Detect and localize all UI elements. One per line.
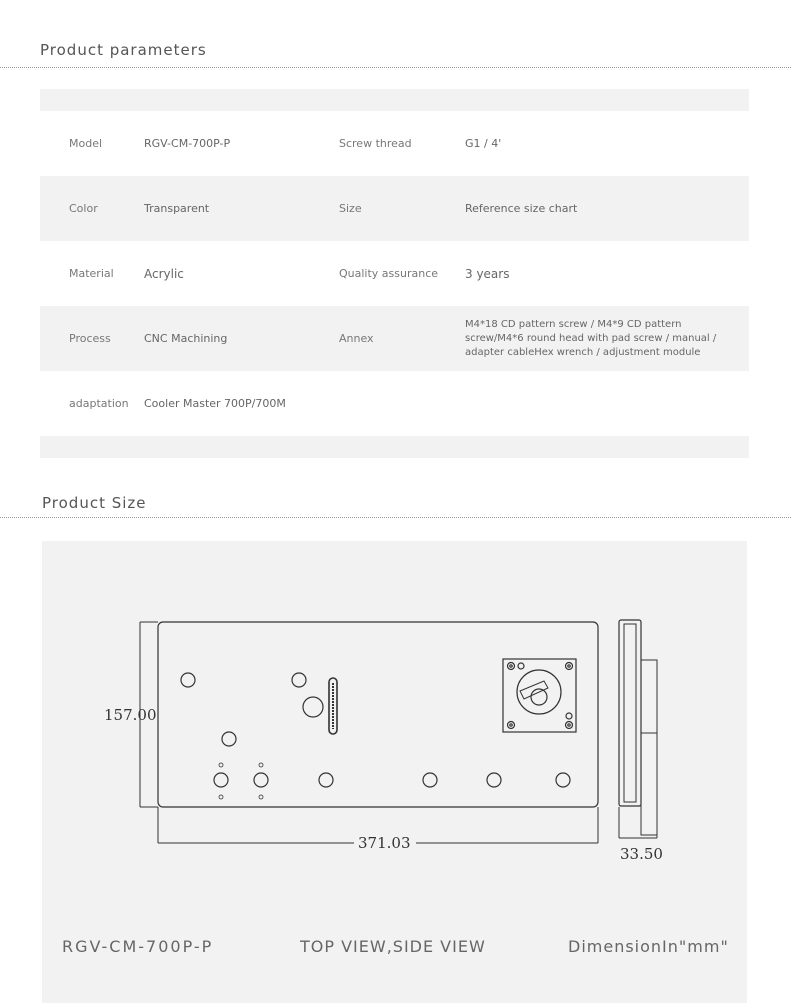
table-pad-top <box>40 89 749 111</box>
height-dimension: 157.00 <box>104 706 157 724</box>
material-value: Acrylic <box>144 266 184 281</box>
divider <box>0 67 791 68</box>
annex-label: Annex <box>339 332 374 345</box>
table-row <box>40 176 749 241</box>
width-dimension: 371.03 <box>358 834 411 852</box>
table-row <box>40 241 749 306</box>
plate-outline <box>158 622 598 807</box>
caption-model: RGV-CM-700P-P <box>62 937 214 956</box>
adaptation-label: adaptation <box>69 397 129 410</box>
table-row <box>40 111 749 176</box>
side-view-body <box>619 620 641 806</box>
caption-units: DimensionIn"mm" <box>568 937 729 956</box>
caption-views: TOP VIEW,SIDE VIEW <box>300 937 486 956</box>
annex-value: M4*18 CD pattern screw / M4*9 CD pattern screw/M4*6 round head with pad screw / manual / adapter cableHex wrench / adjustment module <box>465 318 717 358</box>
thread-value: G1 / 4' <box>465 136 502 150</box>
size-drawing-panel <box>42 541 747 1003</box>
adaptation-value: Cooler Master 700P/700M <box>144 397 286 410</box>
model-label: Model <box>69 137 103 150</box>
color-value: Transparent <box>144 202 210 215</box>
model-value: RGV-CM-700P-P <box>144 137 231 150</box>
table-row <box>40 306 749 371</box>
parameters-title: Product parameters <box>40 41 207 59</box>
qa-label: Quality assurance <box>339 267 439 280</box>
technical-drawing <box>42 541 747 1003</box>
size-title: Product Size <box>42 494 147 512</box>
size-label: Size <box>339 202 362 215</box>
table-pad-bottom <box>40 436 749 458</box>
size-value: Reference size chart <box>465 201 578 215</box>
thread-label: Screw thread <box>339 137 412 150</box>
table-row <box>40 371 749 436</box>
color-label: Color <box>69 202 98 215</box>
qa-value: 3 years <box>465 266 510 281</box>
material-label: Material <box>69 267 114 280</box>
depth-dimension: 33.50 <box>620 845 663 863</box>
process-value: CNC Machining <box>144 332 228 345</box>
process-label: Process <box>69 332 111 345</box>
parameters-table <box>40 89 749 458</box>
divider <box>0 517 791 518</box>
